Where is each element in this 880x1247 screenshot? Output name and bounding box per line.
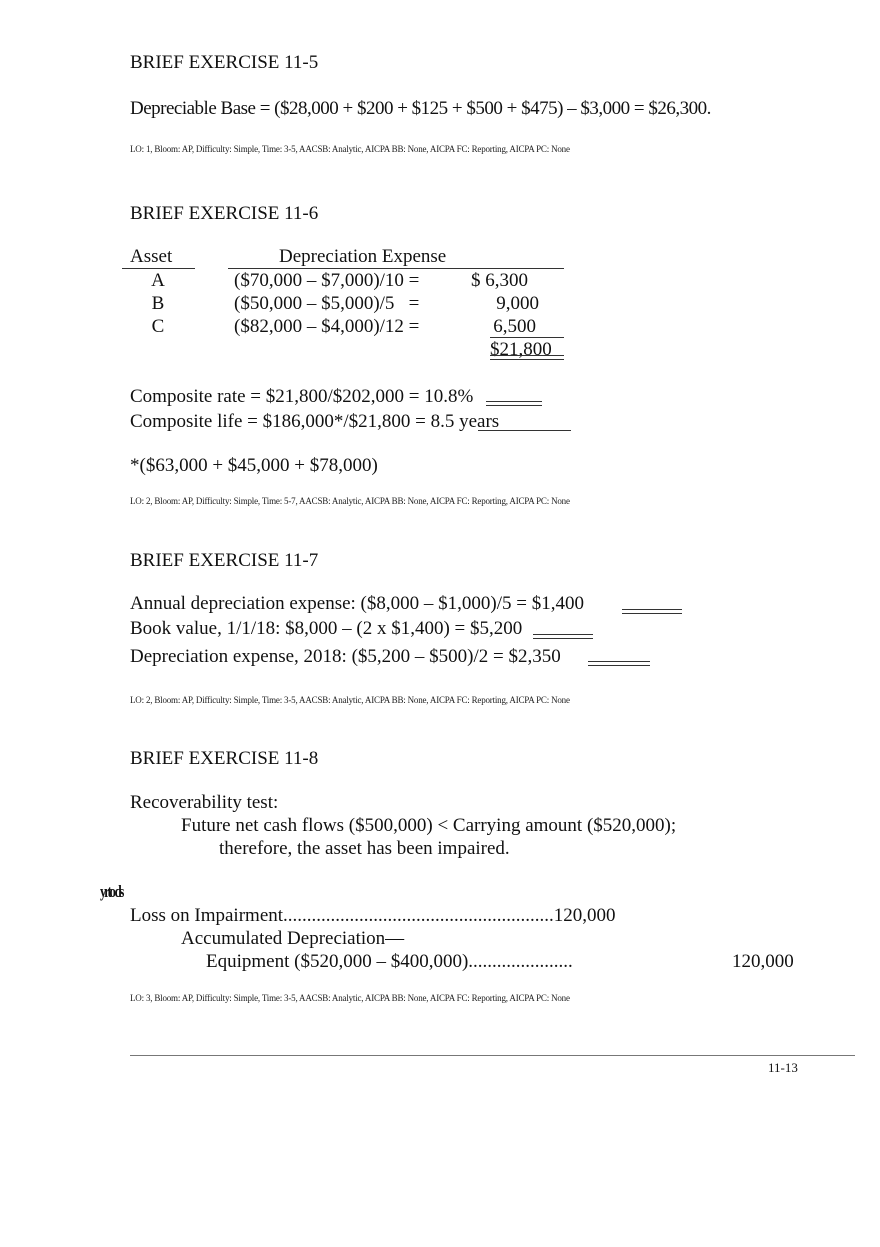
recoverability-line2: therefore, the asset has been impaired. (219, 838, 510, 859)
subtotal-rule (490, 337, 564, 338)
page-number: 11-13 (768, 1060, 798, 1075)
entry-debit: Loss on Impairment.........................................................120,000 (130, 905, 616, 926)
entry-credit-amount: 120,000 (732, 951, 794, 972)
row-amount: $ 6,300 (471, 270, 528, 291)
be6-lo: LO: 2, Bloom: AP, Difficulty: Simple, Time: 5-7, AACSB: Analytic, AICPA BB: None, AICPA FC: Reporting, AICPA PC: None (130, 496, 570, 506)
recoverability-line1: Future net cash flows ($500,000) < Carrying amount ($520,000); (181, 815, 677, 836)
be7-lo: LO: 2, Bloom: AP, Difficulty: Simple, Time: 3-5, AACSB: Analytic, AICPA BB: None, AICPA FC: Reporting, AICPA PC: None (130, 695, 570, 705)
row-amount: 9,000 (496, 293, 539, 314)
expense-header-rule (228, 268, 564, 269)
be7-line3: Depreciation expense, 2018: ($5,200 – $500)/2 = $2,350 (130, 646, 561, 667)
composite-life-rule (478, 430, 571, 431)
row-asset: C (151, 316, 165, 337)
be7-heading: BRIEF EXERCISE 11-7 (130, 550, 319, 571)
be5-formula: Depreciable Base = ($28,000 + $200 + $125 + $500 + $475) – $3,000 = $26,300. (130, 98, 711, 119)
be8-heading: BRIEF EXERCISE 11-8 (130, 748, 319, 769)
be7-line3-rule (588, 661, 650, 666)
be7-line1: Annual depreciation expense: ($8,000 – $1,000)/5 = $1,400 (130, 593, 584, 614)
asset-header-rule (122, 268, 195, 269)
total-double-rule (490, 355, 564, 360)
be6-footnote: *($63,000 + $45,000 + $78,000) (130, 455, 378, 476)
garbled-text: yrto ds (100, 882, 123, 901)
entry-credit-account: Accumulated Depreciation— (181, 928, 405, 949)
composite-rate-rule (486, 401, 542, 406)
be8-lo: LO: 3, Bloom: AP, Difficulty: Simple, Time: 3-5, AACSB: Analytic, AICPA BB: None, AICPA FC: Reporting, AICPA PC: None (130, 993, 570, 1003)
row-calc: ($70,000 – $7,000)/10 = (234, 270, 420, 291)
entry-credit-detail: Equipment ($520,000 – $400,000)...................... (206, 951, 573, 972)
be5-heading: BRIEF EXERCISE 11-5 (130, 52, 319, 73)
be6-col-asset: Asset (130, 246, 173, 267)
be7-line2: Book value, 1/1/18: $8,000 – (2 x $1,400) = $5,200 (130, 618, 523, 639)
be6-col-expense: Depreciation Expense (279, 246, 447, 267)
row-amount: 6,500 (493, 316, 536, 337)
footer-divider (130, 1055, 855, 1056)
composite-rate: Composite rate = $21,800/$202,000 = 10.8% (130, 386, 474, 407)
recoverability-label: Recoverability test: (130, 792, 279, 813)
be6-heading: BRIEF EXERCISE 11-6 (130, 203, 319, 224)
be7-line2-rule (533, 634, 593, 639)
row-asset: B (151, 293, 165, 314)
row-calc: ($82,000 – $4,000)/12 = (234, 316, 420, 337)
be7-line1-rule (622, 609, 682, 614)
composite-life: Composite life = $186,000*/$21,800 = 8.5 years (130, 411, 500, 432)
row-calc: ($50,000 – $5,000)/5 = (234, 293, 420, 314)
row-asset: A (151, 270, 165, 291)
be6-total: $21,800 (490, 339, 552, 360)
be5-lo: LO: 1, Bloom: AP, Difficulty: Simple, Time: 3-5, AACSB: Analytic, AICPA BB: None, AICPA FC: Reporting, AICPA PC: None (130, 144, 570, 154)
